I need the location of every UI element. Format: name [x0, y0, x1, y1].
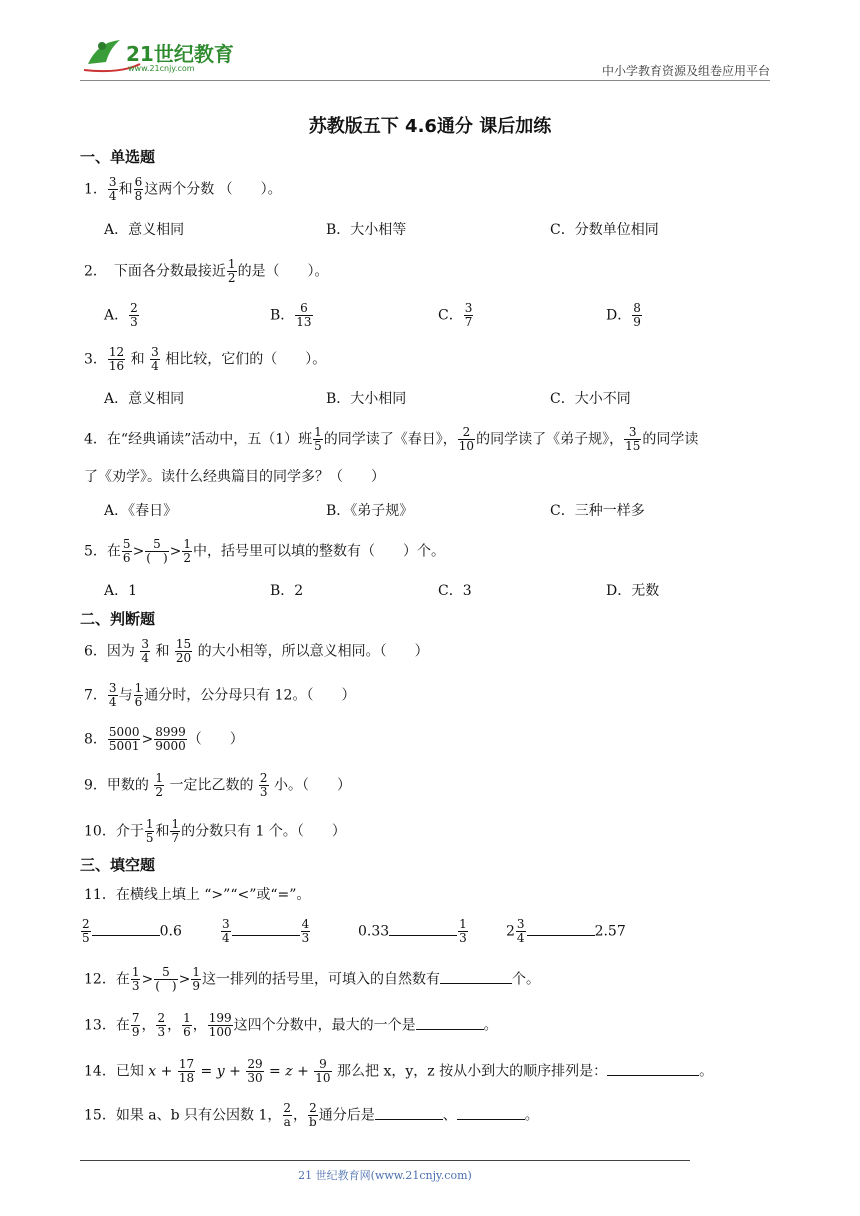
q4-option-c[interactable]: C．三种一样多 — [550, 503, 645, 519]
question-11: 11．在横线上填上 “>”“<”或“=”。 — [84, 887, 311, 903]
question-3: 3． $\frac{12}{16}$ 和 $\frac{3}{4}$ 相比较，它们的（ ）。 — [84, 345, 327, 373]
question-8: 8． $\frac{5000}{5001}$ > $\frac{8999}{9000}$ （ ） — [84, 725, 244, 753]
q4-option-b[interactable]: B．《弟子规》 — [326, 503, 414, 519]
question-14: 14．已知 x + $\frac{17}{18}$ = y + $\frac{29}{30}$ = z + $\frac{9}{10}$ 那么把 x，y，z 按从小到大的顺序排列是： 。 — [84, 1057, 714, 1085]
q5-option-d[interactable]: D．无数 — [606, 583, 660, 599]
q2-option-b[interactable]: B． $\frac{6}{13}$ — [270, 301, 312, 329]
logo-text: 21世纪教育 — [126, 42, 234, 66]
q5-option-b[interactable]: B．2 — [270, 583, 304, 599]
q14-blank[interactable] — [607, 1075, 699, 1076]
q1-option-a[interactable]: A．意义相同 — [104, 222, 185, 238]
header-divider — [80, 80, 770, 81]
footer-divider — [80, 1160, 690, 1161]
question-5: 5．在 $\frac{5}{6}$ > 5 ( ) > $\frac{1}{2}$ 中，括号里可以填的整数有（ ）个。 — [84, 537, 446, 565]
q5-option-c[interactable]: C．3 — [438, 583, 472, 599]
question-7: 7． $\frac{3}{4}$ 与 $\frac{1}{6}$ 通分时，公分母只有 12。（ ） — [84, 681, 356, 709]
question-1: 1． $\frac{3}{4}$ 和 $\frac{6}{8}$ 这两个分数 （ ）。 — [84, 175, 282, 203]
q3-option-a[interactable]: A．意义相同 — [104, 391, 185, 407]
q2-option-c[interactable]: C． $\frac{3}{7}$ — [438, 301, 473, 329]
q1-option-b[interactable]: B．大小相等 — [326, 222, 407, 238]
q2-option-d[interactable]: D． $\frac{8}{9}$ — [606, 301, 641, 329]
q15-blank-2[interactable] — [457, 1119, 525, 1120]
q15-blank-1[interactable] — [375, 1119, 443, 1120]
page-title: 苏教版五下 4.6通分 课后加练 — [308, 116, 552, 137]
section-true-false: 二、判断题 — [80, 610, 156, 628]
logo-url: www.21cnjy.com — [128, 64, 195, 73]
question-15: 15．如果 a、b 只有公因数 1， $\frac{2}{a}$ ， $\frac{2}{b}$ 通分后是 、 。 — [84, 1101, 539, 1129]
question-6: 6．因为 $\frac{3}{4}$ 和 $\frac{15}{20}$ 的大小相等，所以意义相同。（ ） — [84, 637, 429, 665]
question-4: 4．在“经典诵读”活动中，五（1）班 $\frac{1}{5}$ 的同学读了《春日》， $\frac{2}{10}$ 的同学读了《弟子规》， $\frac{3}{15}$ 的同学读 — [84, 425, 699, 453]
question-12: 12．在 $\frac{1}{3}$ > 5 ( ) > $\frac{1}{9}$ 这一排列的括号里，可填入的自然数有 个。 — [84, 965, 540, 993]
q12-blank[interactable] — [440, 983, 512, 984]
q11-item-d: 2 $\frac{3}{4}$ 2.57 — [506, 917, 626, 945]
section-fill-blank: 三、填空题 — [80, 856, 156, 874]
q13-blank[interactable] — [416, 1029, 484, 1030]
q11-blank-b[interactable] — [232, 935, 300, 936]
q11-blank-d[interactable] — [527, 935, 595, 936]
q3-option-c[interactable]: C．大小不同 — [550, 391, 631, 407]
q2-option-a[interactable]: A． $\frac{2}{3}$ — [104, 301, 138, 329]
q11-blank-c[interactable] — [389, 935, 457, 936]
question-9: 9．甲数的 $\frac{1}{2}$ 一定比乙数的 $\frac{2}{3}$ 小。（ ） — [84, 771, 352, 799]
question-4-line2: 了《劝学》。读什么经典篇目的同学多？（ ） — [84, 469, 385, 485]
question-13: 13．在 $\frac{7}{9}$ ， $\frac{2}{3}$ ， $\frac{1}{6}$ ， $\frac{199}{100}$ 这四个分数中，最大的一个是 。 — [84, 1011, 498, 1039]
q11-item-c: 0.33 $\frac{1}{3}$ — [358, 917, 467, 945]
footer-text: 21 世纪教育网(www.21cnjy.com) — [298, 1169, 472, 1182]
q11-item-a: $\frac{2}{5}$ 0.6 — [82, 917, 182, 945]
question-2: 2． 下面各分数最接近 $\frac{1}{2}$ 的是（ ）。 — [84, 257, 329, 285]
q4-option-a[interactable]: A．《春日》 — [104, 503, 178, 519]
q11-blank-a[interactable] — [92, 935, 160, 936]
q1-option-c[interactable]: C．分数单位相同 — [550, 222, 659, 238]
q3-option-b[interactable]: B．大小相同 — [326, 391, 407, 407]
header-platform-text: 中小学教育资源及组卷应用平台 — [601, 64, 770, 78]
q5-option-a[interactable]: A．1 — [104, 583, 138, 599]
section-single-choice: 一、单选题 — [80, 148, 156, 166]
q11-item-b: $\frac{3}{4}$ $\frac{4}{3}$ — [222, 917, 310, 945]
question-10: 10．介于 $\frac{1}{5}$ 和 $\frac{1}{7}$ 的分数只有 1 个。（ ） — [84, 817, 346, 845]
